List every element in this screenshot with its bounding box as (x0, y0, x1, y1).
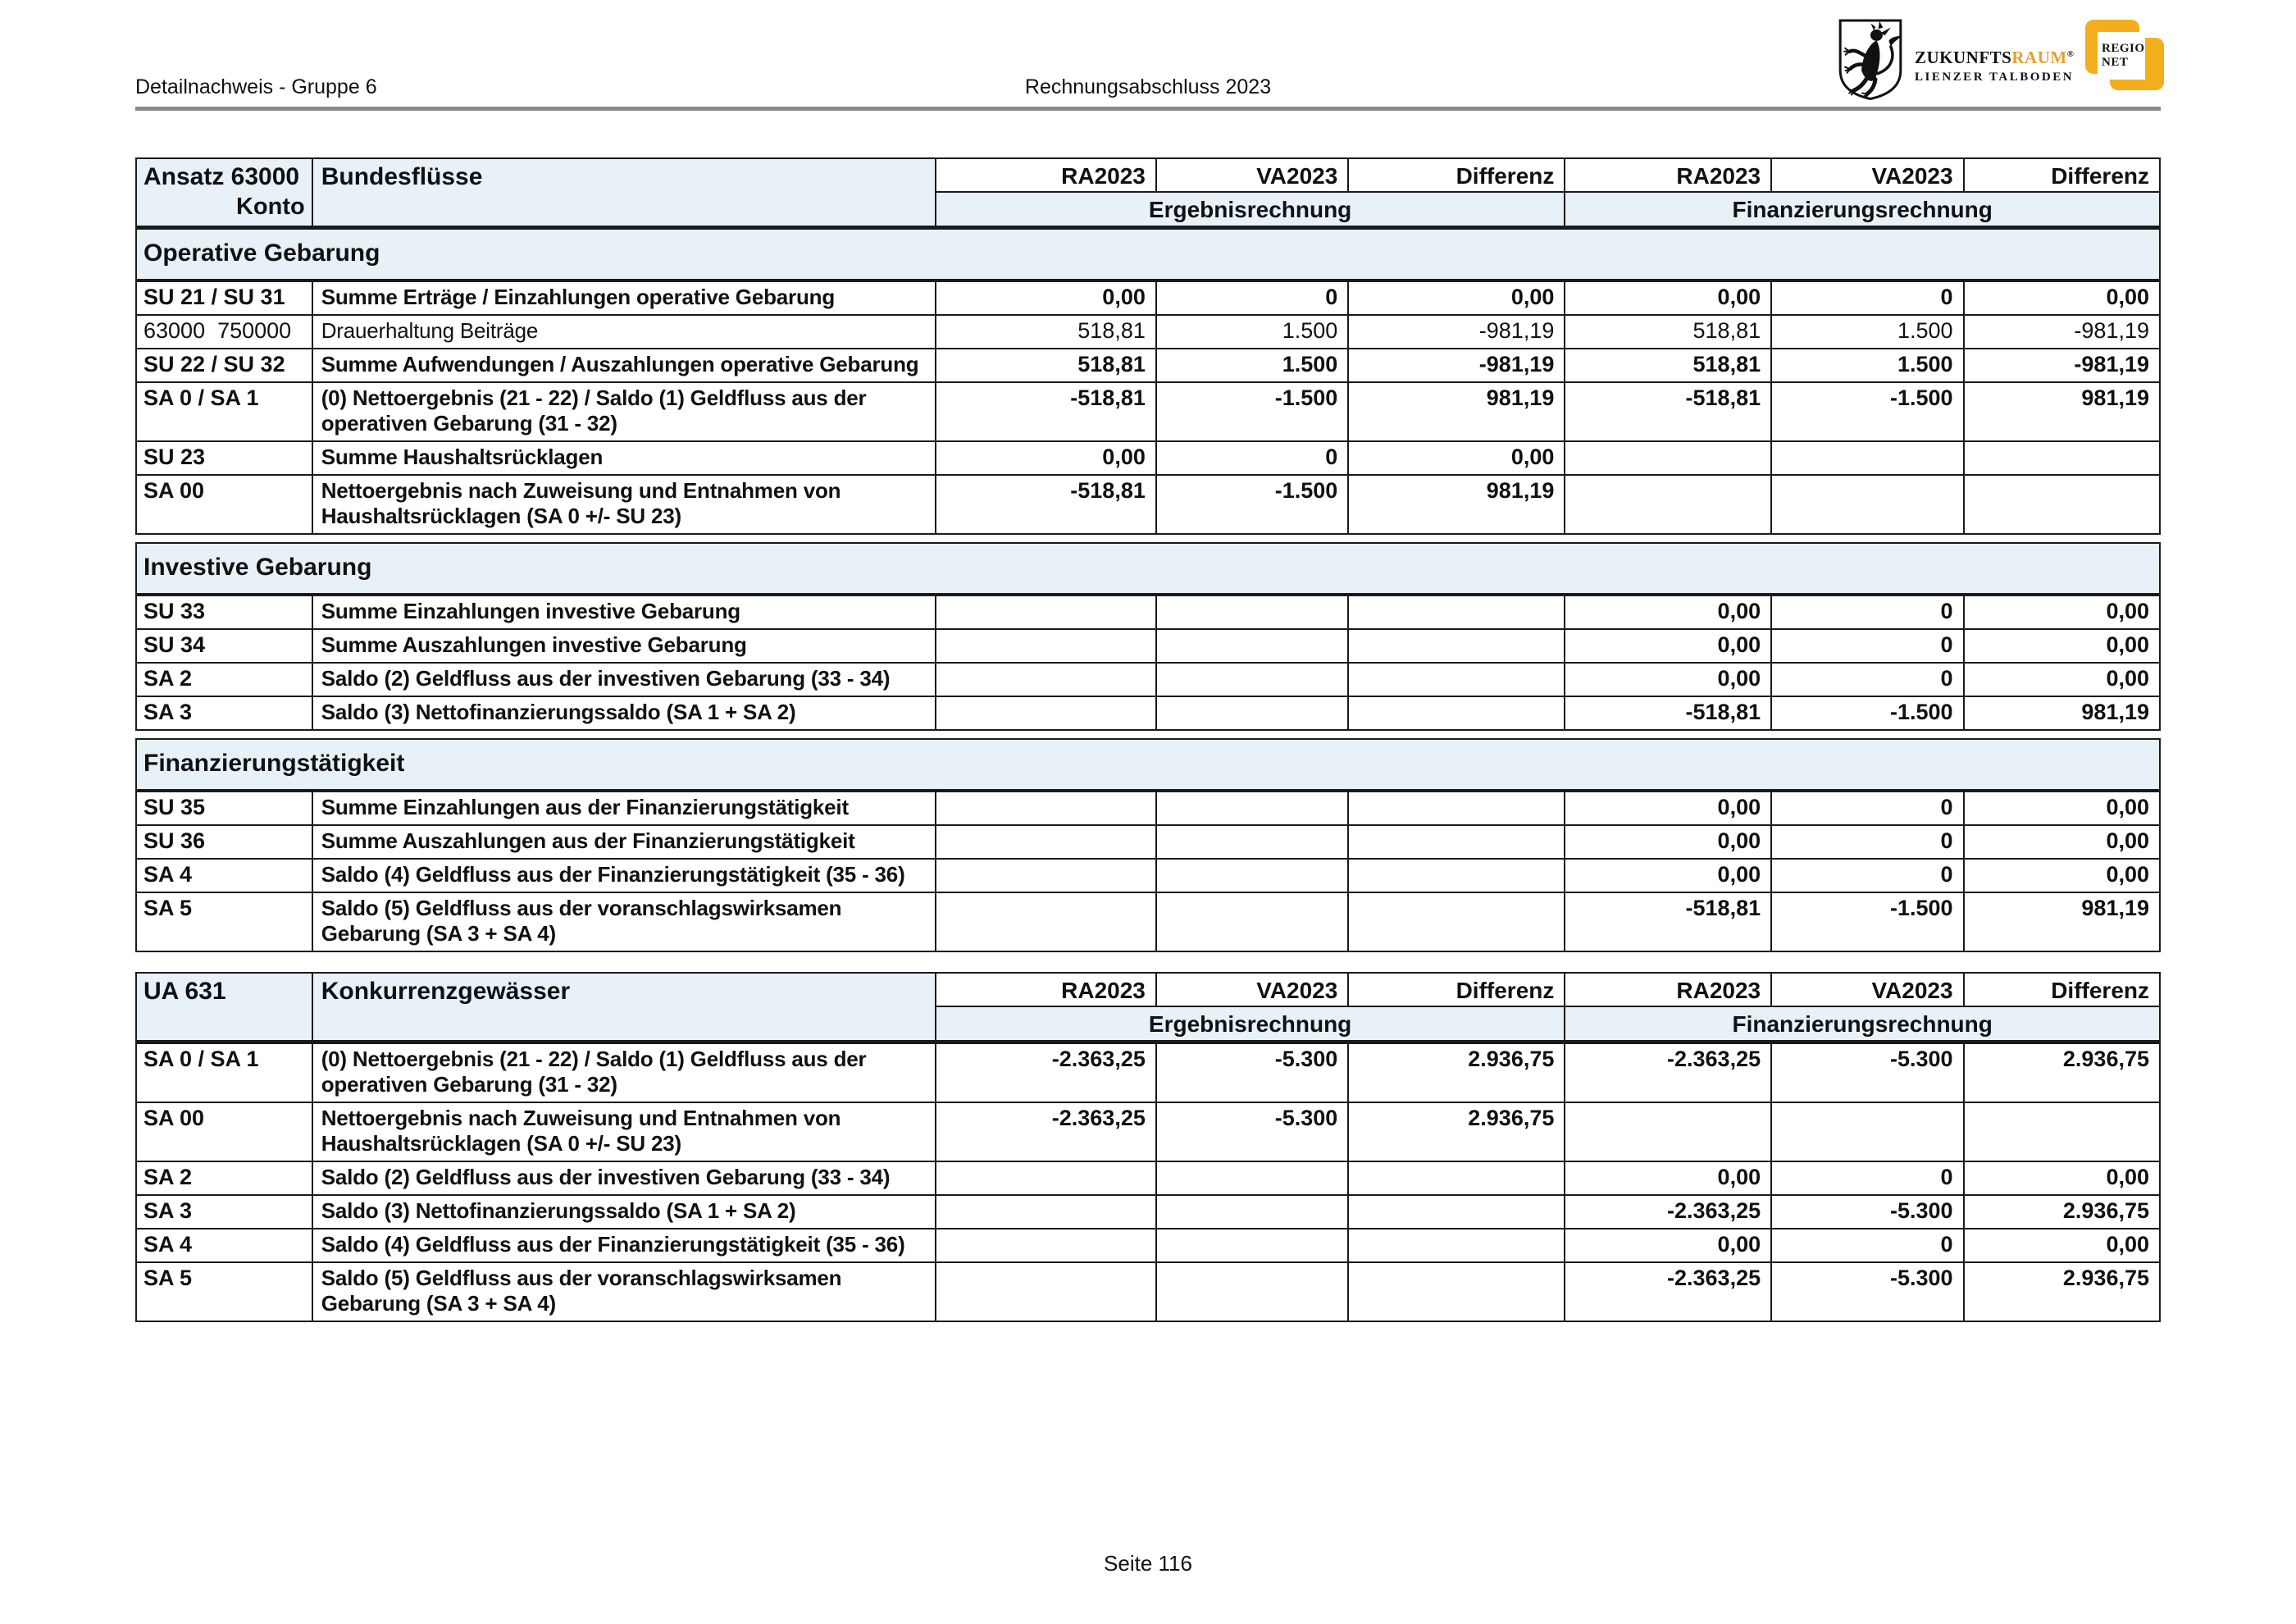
value-cell: 0,00 (1964, 1161, 2160, 1195)
value-cell: 2.936,75 (1964, 1042, 2160, 1103)
row-code-cell: SA 2 (136, 663, 312, 696)
coat-of-arms-icon (1838, 18, 1903, 102)
row-label-cell: Summe Aufwendungen / Auszahlungen operative Gebarung (312, 349, 936, 382)
table-row (136, 663, 2160, 696)
value-cell: 0,00 (1565, 1229, 1771, 1262)
value-cell (1156, 595, 1348, 629)
value-cell: -2.363,25 (1565, 1195, 1771, 1229)
table-row (136, 1229, 2160, 1262)
value-cell: 981,19 (1348, 475, 1565, 534)
value-cell: 0,00 (1565, 595, 1771, 629)
value-cell: -5.300 (1771, 1262, 1963, 1321)
ua-631-table (135, 972, 2161, 1322)
row-label-cell: Nettoergebnis nach Zuweisung und Entnahmen von Haushaltsrücklagen (SA 0 +/- SU 23) (312, 1102, 936, 1161)
row-label-cell: Saldo (5) Geldfluss aus der voranschlagswirksamen Gebarung (SA 3 + SA 4) (312, 1262, 936, 1321)
row-code-cell: SU 23 (136, 441, 312, 475)
table-header-row (136, 158, 2160, 192)
value-cell (1156, 663, 1348, 696)
value-cell: -518,81 (936, 382, 1156, 441)
table-code-cell (136, 158, 312, 228)
value-cell: 0,00 (1964, 1229, 2160, 1262)
row-code-cell: SU 34 (136, 629, 312, 663)
value-cell: 0,00 (1565, 859, 1771, 892)
value-cell (1565, 441, 1771, 475)
value-cell (1156, 1229, 1348, 1262)
row-code-cell: SU 33 (136, 595, 312, 629)
value-cell: 0,00 (1964, 825, 2160, 859)
section-label: Finanzierungstätigkeit (136, 739, 2160, 791)
value-cell: 0,00 (1348, 441, 1565, 475)
value-cell (1348, 825, 1565, 859)
document-title: Rechnungsabschluss 2023 (1024, 75, 1272, 98)
table-row (136, 315, 2160, 349)
document-section-title: Detailnachweis - Gruppe 6 (135, 75, 377, 98)
value-cell: 0 (1771, 1229, 1963, 1262)
value-cell: 518,81 (1565, 349, 1771, 382)
table-code-cell (136, 973, 312, 1042)
table-row (136, 595, 2160, 629)
value-cell: 2.936,75 (1964, 1195, 2160, 1229)
value-cell (936, 696, 1156, 730)
column-header: VA2023 (1771, 973, 1963, 1006)
value-cell: 0,00 (936, 281, 1156, 315)
value-cell (1156, 825, 1348, 859)
value-cell: -981,19 (1348, 349, 1565, 382)
value-cell: 1.500 (1771, 349, 1963, 382)
value-cell (1964, 441, 2160, 475)
section-gap (136, 730, 2160, 739)
report-body (135, 157, 2161, 1322)
row-code-cell: SU 35 (136, 791, 312, 825)
value-cell: -2.363,25 (936, 1042, 1156, 1103)
row-code-cell: SU 22 / SU 32 (136, 349, 312, 382)
row-label-cell: Drauerhaltung Beiträge (312, 315, 936, 349)
value-cell: 0,00 (1964, 281, 2160, 315)
value-cell (1771, 441, 1963, 475)
value-cell: -5.300 (1156, 1042, 1348, 1103)
table-code: Ansatz 63000 (144, 163, 300, 190)
value-cell (936, 1229, 1156, 1262)
column-header: VA2023 (1156, 158, 1348, 192)
section-row (136, 739, 2160, 791)
row-code-cell: SA 2 (136, 1161, 312, 1195)
column-header: RA2023 (1565, 158, 1771, 192)
value-cell (1348, 892, 1565, 951)
value-cell: 2.936,75 (1964, 1262, 2160, 1321)
row-label-cell: Saldo (3) Nettofinanzierungssaldo (SA 1 + SA 2) (312, 696, 936, 730)
section-label: Operative Gebarung (136, 228, 2160, 281)
table-row (136, 629, 2160, 663)
value-cell: -1.500 (1771, 892, 1963, 951)
zukunftsraum-wordmark: ZUKUNFTSRAUM® (1915, 48, 2075, 67)
column-header: RA2023 (1565, 973, 1771, 1006)
row-code-cell: SA 4 (136, 859, 312, 892)
table-rows (136, 228, 2160, 952)
regionet-logo (2085, 18, 2165, 95)
row-label-cell: (0) Nettoergebnis (21 - 22) / Saldo (1) Geldfluss aus der operativen Gebarung (31 - 32) (312, 1042, 936, 1103)
value-cell: -2.363,25 (1565, 1262, 1771, 1321)
value-cell (1348, 1161, 1565, 1195)
table-row (136, 791, 2160, 825)
value-cell (1348, 1262, 1565, 1321)
row-label-cell: Summe Haushaltsrücklagen (312, 441, 936, 475)
value-cell (1348, 1195, 1565, 1229)
value-cell: 518,81 (936, 315, 1156, 349)
value-cell: -518,81 (1565, 696, 1771, 730)
value-cell (1964, 1102, 2160, 1161)
row-label-cell: Summe Einzahlungen investive Gebarung (312, 595, 936, 629)
table-title-cell: Konkurrenzgewässer (312, 973, 936, 1042)
column-header: VA2023 (1771, 158, 1963, 192)
row-code-cell: SA 00 (136, 475, 312, 534)
value-cell: 0,00 (1565, 791, 1771, 825)
value-cell: 0,00 (1565, 663, 1771, 696)
value-cell: 0 (1771, 629, 1963, 663)
row-code-cell: SA 3 (136, 1195, 312, 1229)
value-cell: -1.500 (1771, 382, 1963, 441)
value-cell (1156, 696, 1348, 730)
table-row (136, 281, 2160, 315)
table-header (136, 158, 2160, 228)
value-cell (936, 595, 1156, 629)
section-gap (136, 534, 2160, 543)
value-cell (1565, 475, 1771, 534)
value-cell: 0,00 (1964, 791, 2160, 825)
group-header: Finanzierungsrechnung (1565, 192, 2160, 228)
row-label-cell: Saldo (4) Geldfluss aus der Finanzierungstätigkeit (35 - 36) (312, 1229, 936, 1262)
table-row (136, 1161, 2160, 1195)
table-row (136, 1042, 2160, 1103)
table-row (136, 382, 2160, 441)
zukunftsraum-subtitle: LIENZER TALBODEN (1915, 71, 2075, 84)
value-cell (1156, 1195, 1348, 1229)
value-cell: -1.500 (1156, 475, 1348, 534)
value-cell: -5.300 (1771, 1195, 1963, 1229)
column-header: Differenz (1964, 973, 2160, 1006)
value-cell: 518,81 (936, 349, 1156, 382)
value-cell (1348, 1229, 1565, 1262)
table-row (136, 441, 2160, 475)
ansatz-63000-table (135, 157, 2161, 952)
row-code-cell: SA 3 (136, 696, 312, 730)
value-cell: 0 (1771, 1161, 1963, 1195)
group-header: Ergebnisrechnung (936, 1006, 1565, 1042)
value-cell: 0 (1771, 595, 1963, 629)
table-row (136, 1262, 2160, 1321)
value-cell (936, 1262, 1156, 1321)
column-header: VA2023 (1156, 973, 1348, 1006)
page-number: Seite 116 (1104, 1551, 1192, 1576)
value-cell: -981,19 (1964, 349, 2160, 382)
value-cell: 981,19 (1964, 696, 2160, 730)
value-cell (1156, 629, 1348, 663)
table-code: UA 631 (144, 978, 226, 1005)
row-code-cell: SU 36 (136, 825, 312, 859)
table-row (136, 1102, 2160, 1161)
table-code-sub: Konto (235, 194, 305, 220)
row-code-cell: SA 00 (136, 1102, 312, 1161)
value-cell (936, 663, 1156, 696)
value-cell: -5.300 (1156, 1102, 1348, 1161)
row-code-cell: SA 4 (136, 1229, 312, 1262)
value-cell: 0 (1771, 663, 1963, 696)
value-cell (1156, 791, 1348, 825)
value-cell: -2.363,25 (1565, 1042, 1771, 1103)
row-label-cell: Summe Auszahlungen investive Gebarung (312, 629, 936, 663)
value-cell: 1.500 (1771, 315, 1963, 349)
value-cell: 0 (1771, 825, 1963, 859)
row-label-cell: Summe Einzahlungen aus der Finanzierungstätigkeit (312, 791, 936, 825)
table-row (136, 349, 2160, 382)
value-cell (936, 825, 1156, 859)
value-cell: 981,19 (1964, 892, 2160, 951)
value-cell (1156, 1161, 1348, 1195)
value-cell (1156, 1262, 1348, 1321)
value-cell: 981,19 (1964, 382, 2160, 441)
value-cell: 0,00 (1565, 825, 1771, 859)
value-cell: -1.500 (1156, 382, 1348, 441)
value-cell: 0,00 (1964, 629, 2160, 663)
value-cell (936, 892, 1156, 951)
row-label-cell: Saldo (4) Geldfluss aus der Finanzierungstätigkeit (35 - 36) (312, 859, 936, 892)
row-label-cell: (0) Nettoergebnis (21 - 22) / Saldo (1) Geldfluss aus der operativen Gebarung (31 - 32) (312, 382, 936, 441)
table-row (136, 475, 2160, 534)
value-cell: 0 (1156, 281, 1348, 315)
value-cell: 2.936,75 (1348, 1102, 1565, 1161)
value-cell: -5.300 (1771, 1042, 1963, 1103)
section-label: Investive Gebarung (136, 543, 2160, 595)
logo-group (1838, 13, 2165, 102)
value-cell: 0,00 (936, 441, 1156, 475)
value-cell (1565, 1102, 1771, 1161)
value-cell (936, 629, 1156, 663)
zukunftsraum-logo (1915, 48, 2077, 84)
value-cell: 2.936,75 (1348, 1042, 1565, 1103)
table-row (136, 892, 2160, 951)
row-label-cell: Nettoergebnis nach Zuweisung und Entnahmen von Haushaltsrücklagen (SA 0 +/- SU 23) (312, 475, 936, 534)
section-row (136, 228, 2160, 281)
column-header: RA2023 (936, 973, 1156, 1006)
value-cell (1348, 629, 1565, 663)
value-cell (936, 859, 1156, 892)
table-header (136, 973, 2160, 1042)
value-cell (1156, 892, 1348, 951)
value-cell: 981,19 (1348, 382, 1565, 441)
row-label-cell: Saldo (2) Geldfluss aus der investiven Gebarung (33 - 34) (312, 1161, 936, 1195)
value-cell: 0 (1771, 281, 1963, 315)
group-header: Ergebnisrechnung (936, 192, 1565, 228)
value-cell (1348, 791, 1565, 825)
column-header: RA2023 (936, 158, 1156, 192)
value-cell (1348, 595, 1565, 629)
row-label-cell: Saldo (2) Geldfluss aus der investiven Gebarung (33 - 34) (312, 663, 936, 696)
row-label-cell: Saldo (3) Nettofinanzierungssaldo (SA 1 + SA 2) (312, 1195, 936, 1229)
value-cell: 0,00 (1348, 281, 1565, 315)
value-cell (1771, 475, 1963, 534)
value-cell: -518,81 (1565, 892, 1771, 951)
row-code-cell: SA 0 / SA 1 (136, 1042, 312, 1103)
value-cell (1348, 859, 1565, 892)
value-cell: -981,19 (1964, 315, 2160, 349)
column-header: Differenz (1348, 158, 1565, 192)
value-cell: -518,81 (936, 475, 1156, 534)
value-cell (936, 1195, 1156, 1229)
row-code-cell: 63000 750000 (136, 315, 312, 349)
value-cell: 0,00 (1964, 663, 2160, 696)
value-cell: 0,00 (1565, 629, 1771, 663)
group-header: Finanzierungsrechnung (1565, 1006, 2160, 1042)
table-rows (136, 1042, 2160, 1322)
section-row (136, 543, 2160, 595)
table-row (136, 1195, 2160, 1229)
value-cell (1156, 859, 1348, 892)
value-cell: 0,00 (1565, 1161, 1771, 1195)
value-cell (1348, 663, 1565, 696)
value-cell: 0,00 (1964, 595, 2160, 629)
value-cell (1771, 1102, 1963, 1161)
value-cell (936, 1161, 1156, 1195)
value-cell: 518,81 (1565, 315, 1771, 349)
column-header: Differenz (1964, 158, 2160, 192)
value-cell: 0 (1771, 859, 1963, 892)
value-cell: -2.363,25 (936, 1102, 1156, 1161)
table-row (136, 696, 2160, 730)
value-cell: 1.500 (1156, 349, 1348, 382)
table-row (136, 825, 2160, 859)
value-cell: 0 (1771, 791, 1963, 825)
row-label-cell: Summe Erträge / Einzahlungen operative Gebarung (312, 281, 936, 315)
value-cell: -981,19 (1348, 315, 1565, 349)
column-header: Differenz (1348, 973, 1565, 1006)
row-label-cell: Saldo (5) Geldfluss aus der voranschlagswirksamen Gebarung (SA 3 + SA 4) (312, 892, 936, 951)
table-title-cell: Bundesflüsse (312, 158, 936, 228)
table-header-row (136, 973, 2160, 1006)
row-code-cell: SA 5 (136, 892, 312, 951)
value-cell: 0 (1156, 441, 1348, 475)
row-code-cell: SU 21 / SU 31 (136, 281, 312, 315)
row-code-cell: SA 5 (136, 1262, 312, 1321)
row-code-cell: SA 0 / SA 1 (136, 382, 312, 441)
value-cell: -518,81 (1565, 382, 1771, 441)
header-divider (135, 107, 2161, 111)
value-cell: 1.500 (1156, 315, 1348, 349)
value-cell (936, 791, 1156, 825)
value-cell (1348, 696, 1565, 730)
value-cell: 0,00 (1964, 859, 2160, 892)
regionet-wordmark: REGIO NET (2098, 32, 2145, 80)
value-cell: -1.500 (1771, 696, 1963, 730)
value-cell (1964, 475, 2160, 534)
row-label-cell: Summe Auszahlungen aus der Finanzierungstätigkeit (312, 825, 936, 859)
table-row (136, 859, 2160, 892)
value-cell: 0,00 (1565, 281, 1771, 315)
